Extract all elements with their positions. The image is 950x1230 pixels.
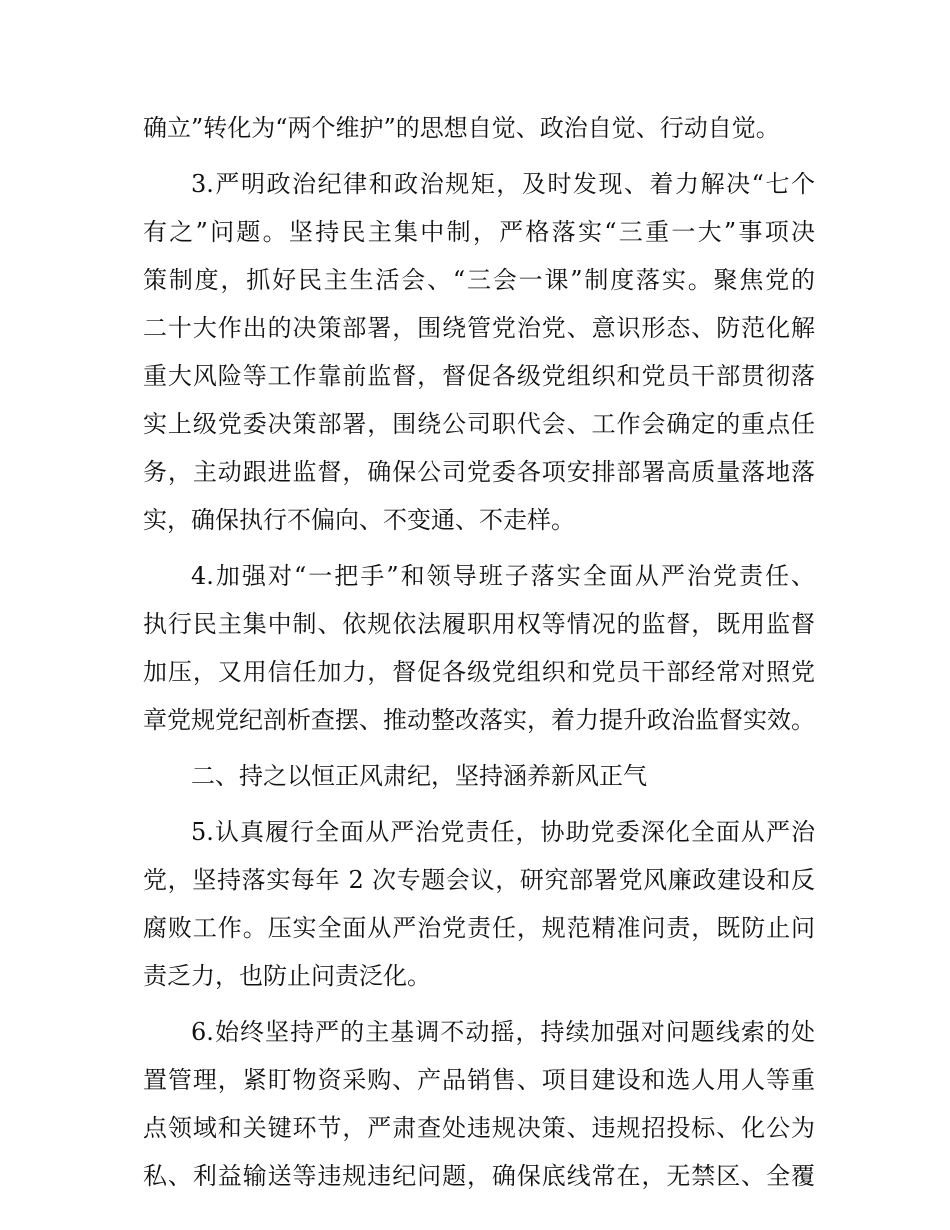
text-line: 实上级党委决策部署，围绕公司职代会、工作会确定的重点任 [143, 410, 815, 438]
text-line: 3.严明政治纪律和政治规矩，及时发现、着力解决“七个 [191, 170, 815, 198]
text-line: 6.始终坚持严的主基调不动摇，持续加强对问题线索的处 [191, 1018, 815, 1046]
text-line: 务，主动跟进监督，确保公司党委各项安排部署高质量落地落 [143, 458, 815, 486]
text-line: 点领域和关键环节，严肃查处违规决策、违规招投标、化公为 [143, 1114, 815, 1142]
text-line: 党，坚持落实每年 2 次专题会议，研究部署党风廉政建设和反 [143, 866, 815, 894]
document-body [143, 104, 815, 1200]
text-line: 5.认真履行全面从严治党责任，协助党委深化全面从严治 [191, 818, 815, 846]
text-line: 执行民主集中制、依规依法履职用权等情况的监督，既用监督 [143, 610, 815, 638]
text-line: 责乏力，也防止问责泛化。 [143, 962, 431, 990]
text-line: 章党规党纪剖析查摆、推动整改落实，着力提升政治监督实效。 [143, 706, 815, 734]
text-line: 有之”问题。坚持民主集中制，严格落实“三重一大”事项决 [143, 218, 815, 246]
text-line: 策制度，抓好民主生活会、“三会一课”制度落实。聚焦党的 [143, 266, 815, 294]
heading-text: 二、持之以恒正风肃纪，坚持涵养新风正气 [191, 762, 647, 790]
text-line: 腐败工作。压实全面从严治党责任，规范精准问责，既防止问 [143, 914, 815, 942]
text-line: 实，确保执行不偏向、不变通、不走样。 [143, 506, 575, 534]
section-heading [143, 752, 815, 800]
paragraph-item-3 [143, 160, 815, 544]
paragraph-item-5 [143, 808, 815, 1000]
paragraph-item-6 [143, 1008, 815, 1200]
text-line: 私、利益输送等违规违纪问题，确保底线常在，无禁区、全覆 [143, 1162, 815, 1190]
text-line: 二十大作出的决策部署，围绕管党治党、意识形态、防范化解 [143, 314, 815, 342]
text-line: 重大风险等工作靠前监督，督促各级党组织和党员干部贯彻落 [143, 362, 815, 390]
text-line: 4.加强对“一把手”和领导班子落实全面从严治党责任、 [191, 562, 815, 590]
text-line: 确立”转化为“两个维护”的思想自觉、政治自觉、行动自觉。 [143, 114, 780, 142]
paragraph-item-4 [143, 552, 815, 744]
text-line: 加压，又用信任加力，督促各级党组织和党员干部经常对照党 [143, 658, 815, 686]
text-line: 置管理，紧盯物资采购、产品销售、项目建设和选人用人等重 [143, 1066, 815, 1094]
paragraph-continuation [143, 104, 815, 152]
